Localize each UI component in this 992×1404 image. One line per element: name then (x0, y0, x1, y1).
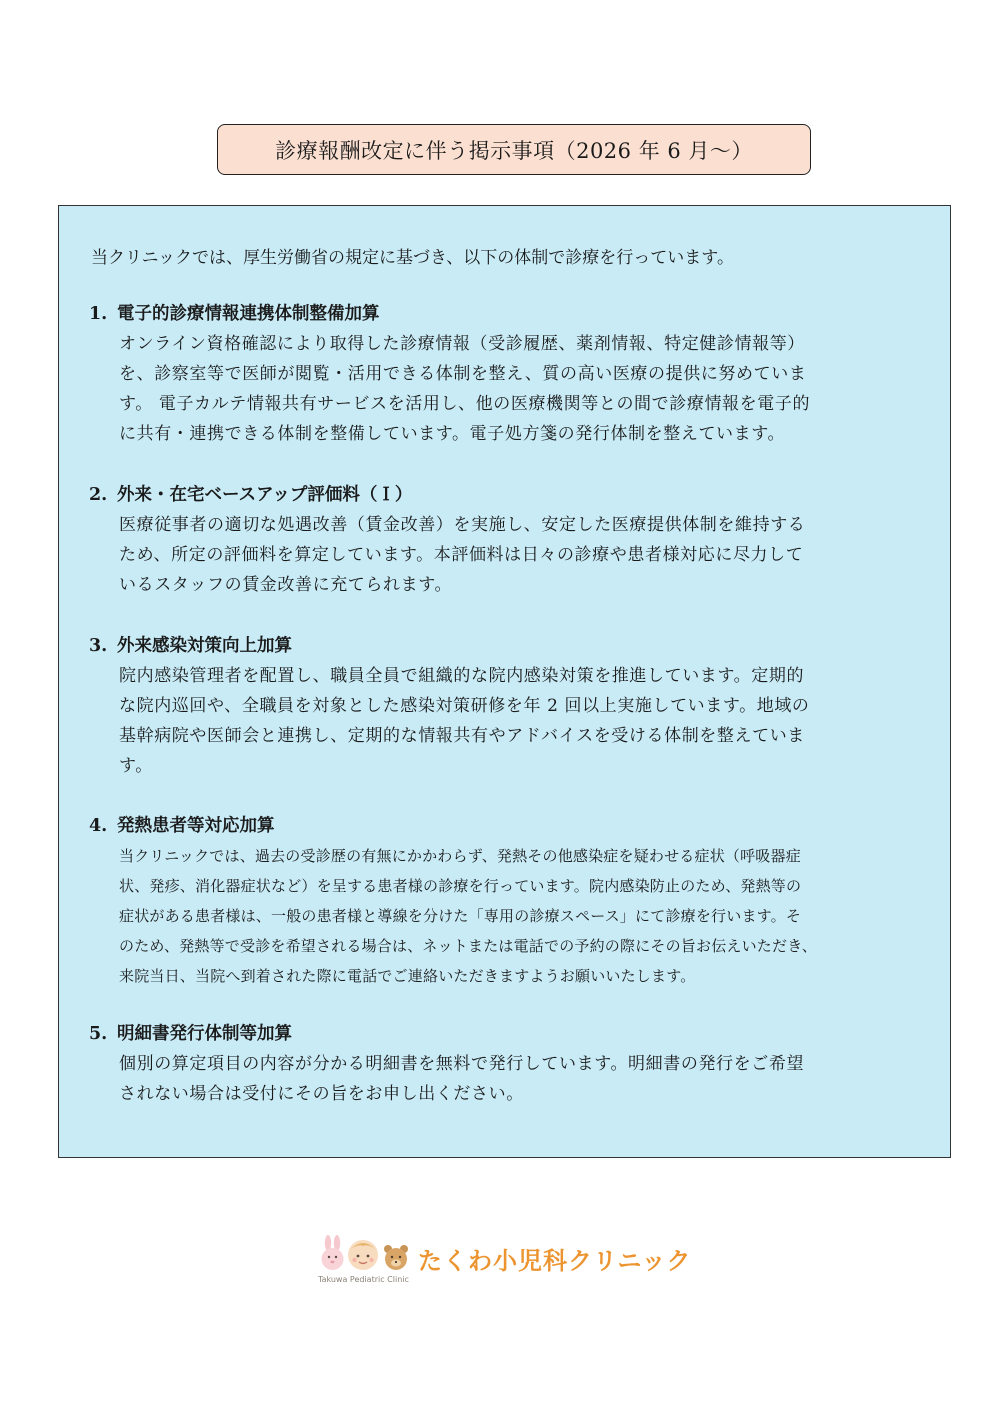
baby-icon (348, 1240, 378, 1270)
section-5 (89, 1019, 909, 1109)
body-line: いるスタッフの賃金改善に充てられます。 (119, 575, 453, 595)
section-number: 5. (89, 1024, 108, 1044)
body-line: 来院当日、当院へ到着された際に電話でご連絡いただきますようお願いいたします。 (119, 967, 696, 985)
section-number: 1. (89, 304, 108, 324)
section-body (119, 661, 909, 781)
notice-title-text: 診療報酬改定に伴う掲示事項（2026 年 6 月～） (275, 138, 753, 163)
body-line: オンライン資格確認により取得した診療情報（受診履歴、薬剤情報、特定健診情報等） (119, 334, 805, 354)
section-4 (89, 811, 909, 991)
body-line: 医療従事者の適切な処遇改善（賃金改善）を実施し、安定した医療提供体制を維持する (119, 515, 806, 535)
body-line: 院内感染管理者を配置し、職員全員で組織的な院内感染対策を推進しています。定期的 (119, 666, 805, 686)
section-heading (89, 1019, 909, 1049)
section-heading (89, 299, 909, 329)
body-line: 症状がある患者様は、一般の患者様と導線を分けた「専用の診療スペース」にて診療を行います。そ (119, 907, 802, 925)
body-line: を、診察室等で医師が閲覧・活用できる体制を整え、質の高い医療の提供に努めていま (119, 364, 807, 384)
body-line: す。 電子カルテ情報共有サービスを活用し、他の医療機関等との間で診療情報を電子的 (119, 394, 811, 414)
notice-panel (58, 205, 951, 1158)
body-line: な院内巡回や、全職員を対象とした感染対策研修を年 2 回以上実施しています。地域の (119, 696, 810, 716)
body-line: ため、所定の評価料を算定しています。本評価料は日々の診療や患者様対応に尽力して (119, 545, 804, 565)
rabbit-icon (322, 1235, 344, 1270)
section-body (119, 841, 914, 991)
body-line: のため、発熱等で受診を希望される場合は、ネットまたは電話での予約の際にその旨お伝えいただき、 (119, 937, 818, 955)
section-title: 外来・在宅ベースアップ評価料（Ｉ） (117, 485, 413, 505)
section-1 (89, 299, 909, 449)
body-line: す。 (119, 756, 153, 776)
section-title: 電子的診療情報連携体制整備加算 (117, 304, 380, 324)
section-number: 2. (89, 485, 108, 505)
intro-text: 当クリニックでは、厚生労働省の規定に基づき、以下の体制で診療を行っています。 (91, 248, 734, 268)
section-heading (89, 631, 909, 661)
clinic-logo (318, 1235, 692, 1291)
section-body (119, 1049, 909, 1109)
clinic-subtitle: Takuwa Pediatric Clinic (318, 1275, 409, 1284)
section-3 (89, 631, 909, 781)
body-line: 当クリニックでは、過去の受診歴の有無にかかわらず、発熱その他感染症を疑わせる症状（呼吸器症 (119, 847, 801, 865)
body-line: に共有・連携できる体制を整備しています。電子処方箋の発行体制を整えています。 (119, 424, 786, 444)
body-line: 状、発疹、消化器症状など）を呈する患者様の診療を行っています。院内感染防止のため、発熱等の (119, 877, 802, 895)
section-title: 明細書発行体制等加算 (117, 1024, 292, 1044)
notice-title (217, 124, 811, 175)
bear-icon (384, 1245, 408, 1270)
section-number: 3. (89, 636, 108, 656)
body-line: 個別の算定項目の内容が分かる明細書を無料で発行しています。明細書の発行をご希望 (119, 1054, 805, 1074)
section-2 (89, 480, 909, 600)
section-heading (89, 480, 909, 510)
section-number: 4. (89, 816, 108, 836)
body-line: されない場合は受付にその旨をお申し出ください。 (119, 1084, 524, 1104)
mascot-icons (318, 1235, 414, 1275)
body-line: 基幹病院や医師会と連携し、定期的な情報共有やアドバイスを受ける体制を整えていま (119, 726, 805, 746)
section-title: 外来感染対策向上加算 (117, 636, 292, 656)
section-heading (89, 811, 909, 841)
clinic-name: たくわ小児科クリニック (418, 1247, 692, 1275)
section-title: 発熱患者等対応加算 (117, 816, 275, 836)
section-body (119, 510, 909, 600)
section-body (119, 329, 909, 449)
